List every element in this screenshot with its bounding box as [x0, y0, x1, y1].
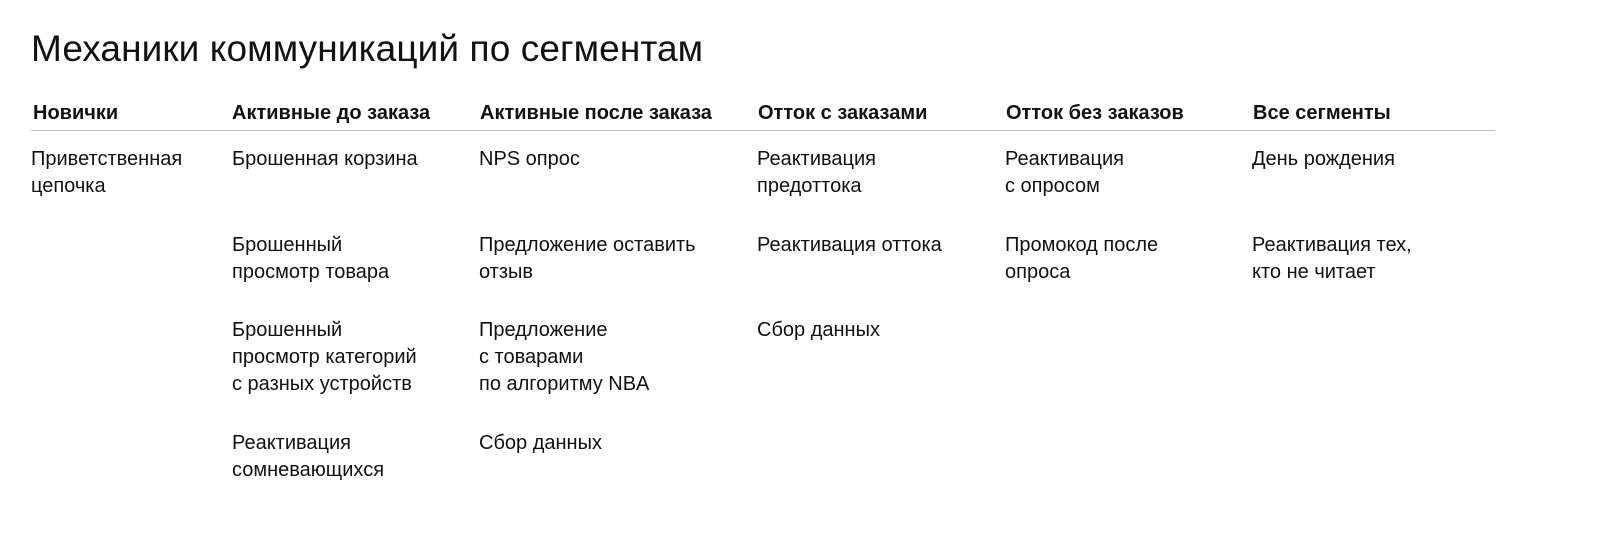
- table-cell: Промокод после опроса: [1005, 234, 1159, 283]
- table-cell: NPS опрос: [479, 148, 580, 170]
- table-cell: Приветственная цепочка: [31, 148, 183, 197]
- column-header-active-after: Активные после заказа: [480, 102, 712, 124]
- table-cell: Реактивация сомневающихся: [232, 432, 385, 481]
- table-cell: Реактивация предоттока: [757, 148, 876, 197]
- table-header-row: [0, 96, 1600, 132]
- column-header-churn-without-orders: Отток без заказов: [1006, 102, 1184, 124]
- column-header-churn-with-orders: Отток с заказами: [758, 102, 928, 124]
- table-cell: День рождения: [1252, 148, 1395, 170]
- table-cell: Брошенный просмотр товара: [232, 234, 390, 283]
- table-cell: Предложение оставить отзыв: [479, 234, 696, 283]
- column-header-novices: Новички: [33, 102, 119, 124]
- column-header-all-segments: Все сегменты: [1253, 102, 1391, 124]
- table-cell: Реактивация оттока: [757, 234, 942, 256]
- table-cell: Брошенный просмотр категорий с разных устройств: [232, 319, 417, 395]
- table-cell: Сбор данных: [757, 319, 880, 341]
- table-cell: Сбор данных: [479, 432, 602, 454]
- table-cell: Брошенная корзина: [232, 148, 418, 170]
- table-cell: Реактивация с опросом: [1005, 148, 1124, 197]
- column-header-active-before: Активные до заказа: [232, 102, 431, 124]
- page-title: Механики коммуникаций по сегментам: [31, 28, 704, 69]
- table-cell: Предложение с товарами по алгоритму NBA: [479, 319, 650, 395]
- header-divider: [31, 130, 1495, 131]
- table-cell: Реактивация тех, кто не читает: [1252, 234, 1412, 283]
